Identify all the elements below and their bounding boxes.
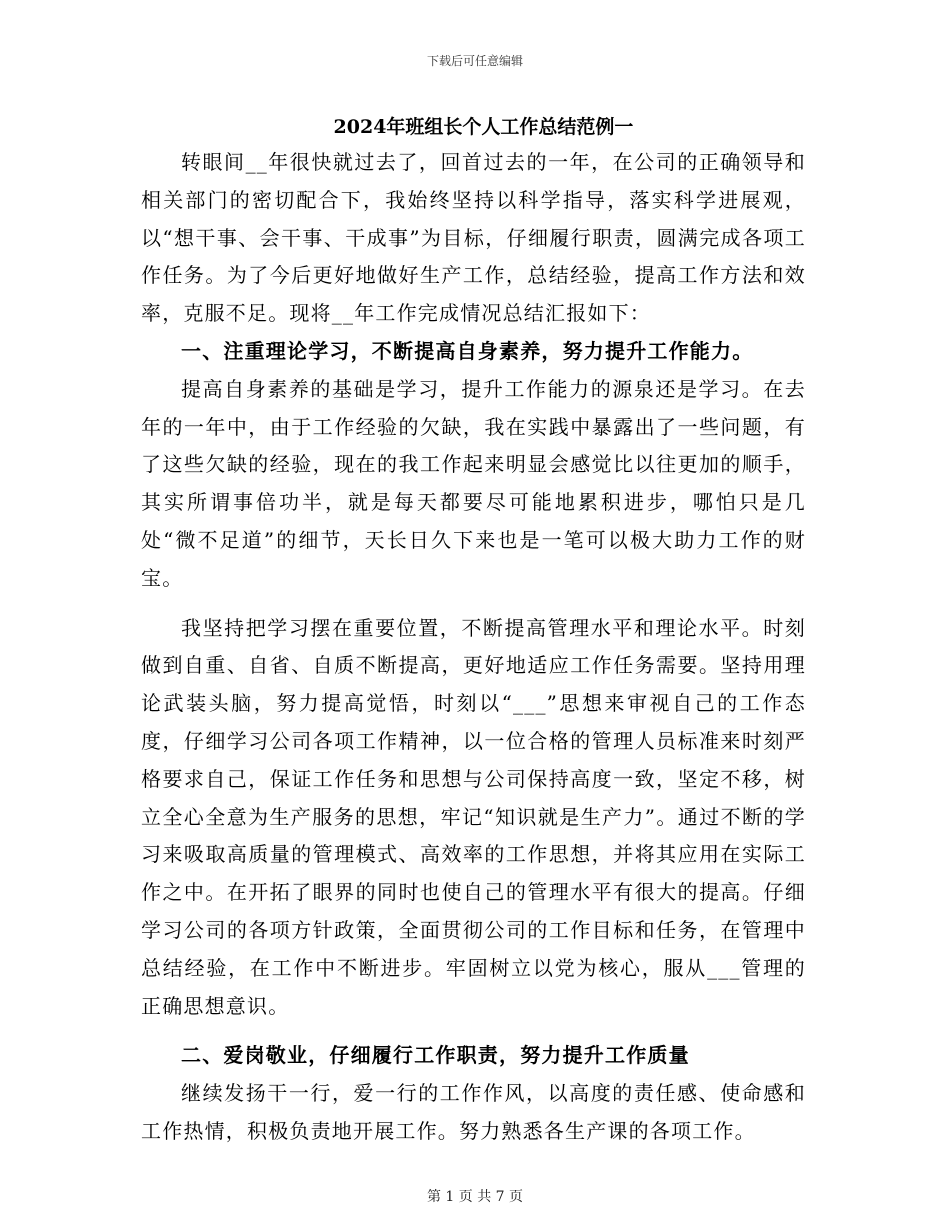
paragraph-study-priority: 我坚持把学习摆在重要位置，不断提高管理水平和理论水平。时刻做到自重、自省、自质不断提高，更好地适应工作任务需要。坚持用理论武装头脑，努力提高觉悟，时刻以“___”思想来审视自己的工作态度，仔细学习公司各项工作精神，以一位合格的管理人员标准来时刻严格要求自己，保证工作任务和思想与公司保持高度一致，坚定不移，树立全心全意为生产服务的思想，牢记“知识就是生产力”。通过不断的学习来吸取高质量的管理模式、高效率的工作思想，并将其应用在实际工作之中。在开拓了眼界的同时也使自己的管理水平有很大的提高。仔细学习公司的各项方针政策，全面贯彻公司的工作目标和任务，在管理中总结经验，在工作中不断进步。牢固树立以党为核心，服从___管理的正确思想意识。 (141, 615, 806, 1018)
paragraph-dedication: 继续发扬干一行，爱一行的工作作风，以高度的责任感、使命感和工作热情，积极负责地开展工作。努力熟悉各生产课的各项工作。 (141, 1081, 806, 1143)
document-body (141, 110, 806, 1151)
document-title: 2024年班组长个人工作总结范例一 (333, 116, 634, 138)
page-number: 第 1 页 共 7 页 (426, 1189, 524, 1205)
paragraph-gap (141, 598, 806, 610)
paragraph-gap (141, 1025, 806, 1037)
section-heading-1: 一、注重理论学习，不断提高自身素养，努力提升工作能力。 (181, 338, 754, 363)
section-heading-2: 二、爱岗敬业，仔细履行工作职责，努力提升工作质量 (181, 1043, 690, 1068)
page-header: 下载后可任意编辑 (426, 54, 523, 68)
paragraph-intro: 转眼间__年很快就过去了，回首过去的一年，在公司的正确领导和相关部门的密切配合下，我始终坚持以科学指导，落实科学进展观，以“想干事、会干事、干成事”为目标，仔细履行职责，圆满完成各项工作任务。为了今后更好地做好生产工作，总结经验，提高工作方法和效率，克服不足。现将__年工作完成情况总结汇报如下： (141, 150, 806, 326)
paragraph-study-basis: 提高自身素养的基础是学习，提升工作能力的源泉还是学习。在去年的一年中，由于工作经验的欠缺，我在实践中暴露出了一些问题，有了这些欠缺的经验，现在的我工作起来明显会感觉比以往更加的顺手，其实所谓事倍功半，就是每天都要尽可能地累积进步，哪怕只是几处“微不足道”的细节，天长日久下来也是一笔可以极大助力工作的财宝。 (141, 376, 806, 590)
